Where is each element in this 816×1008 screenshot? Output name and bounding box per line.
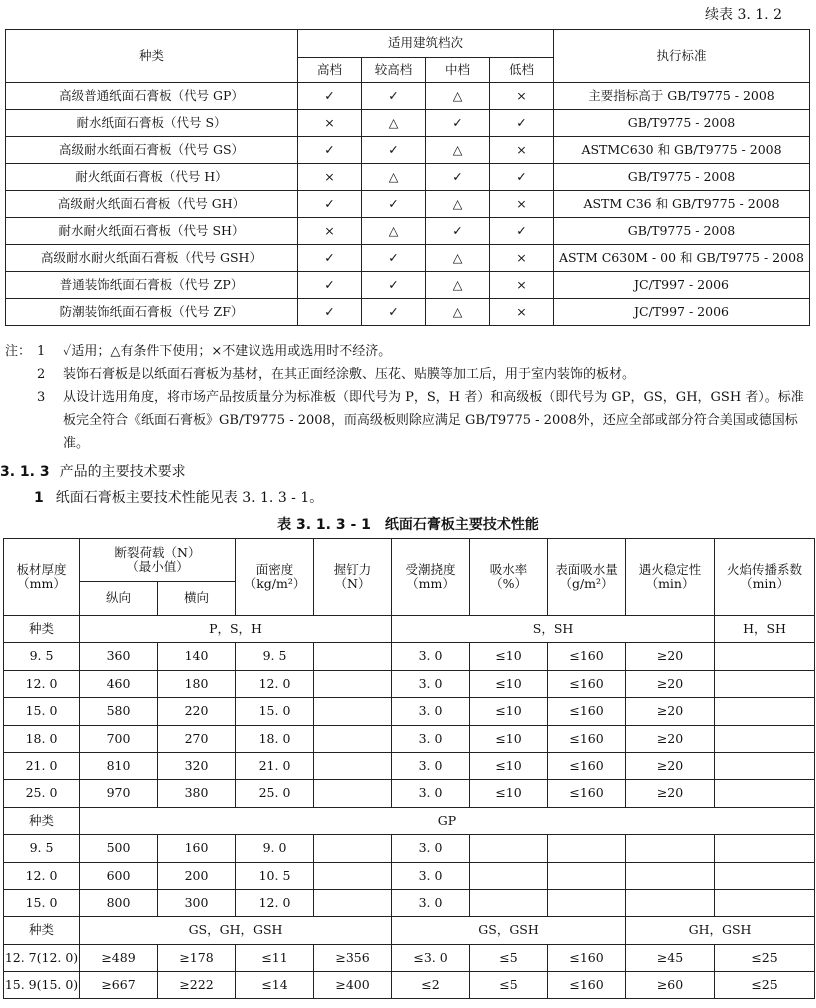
table-cell: 3. 0 xyxy=(392,752,470,779)
kind-codes: GS，GH，GSH xyxy=(80,917,392,944)
kind-codes: P，S，H xyxy=(80,616,392,643)
technical-properties-table xyxy=(3,538,815,999)
grade-mark: △ xyxy=(426,83,490,110)
kind-row xyxy=(4,616,815,643)
table-cell: 15. 0 xyxy=(4,698,80,725)
table-cell: 10. 5 xyxy=(236,862,314,889)
table-cell: ≤10 xyxy=(470,670,548,697)
table-cell xyxy=(314,698,392,725)
grade-mark: ✓ xyxy=(298,191,362,218)
table-cell: 970 xyxy=(80,780,158,807)
table-cell: ≥20 xyxy=(626,780,715,807)
grade-mark: × xyxy=(490,299,554,326)
table-cell: 21. 0 xyxy=(4,752,80,779)
table-cell xyxy=(715,698,815,725)
table-cell: ≤10 xyxy=(470,725,548,752)
table-cell: ≤10 xyxy=(470,643,548,670)
table-cell: 3. 0 xyxy=(392,780,470,807)
row-standard: GB/T9775 - 2008 xyxy=(554,164,810,191)
grade-mark: ✓ xyxy=(298,272,362,299)
table-cell: ≤10 xyxy=(470,780,548,807)
header-absorb: 吸水率 （%） xyxy=(470,539,548,616)
grade-mark: ✓ xyxy=(362,272,426,299)
grade-mark: ✓ xyxy=(426,218,490,245)
note-text: ✓适用；△有条件下使用；×不建议选用或选用时不经济。 xyxy=(63,344,392,359)
table-cell: ≥45 xyxy=(626,944,715,971)
grade-mark: △ xyxy=(426,137,490,164)
table-cell: ≤2 xyxy=(392,972,470,999)
table-cell: ≤25 xyxy=(715,972,815,999)
table-cell: 9. 5 xyxy=(4,835,80,862)
table-row xyxy=(6,245,810,272)
kind-row xyxy=(4,807,815,834)
note-label xyxy=(5,363,37,386)
table-cell: 3. 0 xyxy=(392,889,470,916)
table-cell: 12. 0 xyxy=(236,889,314,916)
note-number: 2 xyxy=(37,367,46,382)
table-cell: ≤14 xyxy=(236,972,314,999)
table-cell: ≥20 xyxy=(626,698,715,725)
section-heading xyxy=(0,461,186,481)
table-cell: ≥489 xyxy=(80,944,158,971)
note-item xyxy=(5,386,811,455)
table-cell: ≤160 xyxy=(548,780,626,807)
table-row xyxy=(6,191,810,218)
kind-label: 种类 xyxy=(4,807,80,834)
table-cell: ≤160 xyxy=(548,643,626,670)
row-kind: 防潮装饰纸面石膏板（代号 ZF） xyxy=(6,299,298,326)
kind-row xyxy=(4,917,815,944)
table-cell: 18. 0 xyxy=(236,725,314,752)
table-cell: 25. 0 xyxy=(236,780,314,807)
note-label: 注： xyxy=(5,344,32,359)
grade-mark: × xyxy=(490,245,554,272)
grade-mark: ✓ xyxy=(298,299,362,326)
table-cell: 220 xyxy=(158,698,236,725)
table-row xyxy=(6,110,810,137)
grade-mark: × xyxy=(298,110,362,137)
grade-mark: ✓ xyxy=(426,164,490,191)
table-cell: 3. 0 xyxy=(392,670,470,697)
table-cell xyxy=(715,752,815,779)
note-item xyxy=(5,363,811,386)
table-cell xyxy=(314,670,392,697)
kind-codes: GH，GSH xyxy=(626,917,815,944)
table-cell xyxy=(314,752,392,779)
row-kind: 高级普通纸面石膏板（代号 GP） xyxy=(6,83,298,110)
table-cell: 18. 0 xyxy=(4,725,80,752)
header-deflection: 受潮挠度 （mm） xyxy=(392,539,470,616)
table-cell: ≤5 xyxy=(470,972,548,999)
table-cell: ≥60 xyxy=(626,972,715,999)
table-cell: 3. 0 xyxy=(392,698,470,725)
header-level: 较高档 xyxy=(362,58,426,83)
table-cell: 500 xyxy=(80,835,158,862)
header-nail: 握钉力 （N） xyxy=(314,539,392,616)
row-kind: 普通装饰纸面石膏板（代号 ZP） xyxy=(6,272,298,299)
table-cell: 300 xyxy=(158,889,236,916)
row-kind: 耐火纸面石膏板（代号 H） xyxy=(6,164,298,191)
table-cell xyxy=(626,889,715,916)
table-cell xyxy=(314,725,392,752)
table-cell: 9. 5 xyxy=(4,643,80,670)
table-cell: ≤25 xyxy=(715,944,815,971)
table-cell xyxy=(715,670,815,697)
table-row xyxy=(6,218,810,245)
table-cell: 15. 9(15. 0) xyxy=(4,972,80,999)
grade-mark: △ xyxy=(426,245,490,272)
item-text: 纸面石膏板主要技术性能见表 3. 1. 3 - 1。 xyxy=(55,490,324,506)
grade-mark: ✓ xyxy=(490,218,554,245)
grade-mark: × xyxy=(490,83,554,110)
table-cell: ≤10 xyxy=(470,752,548,779)
row-standard: JC/T997 - 2006 xyxy=(554,299,810,326)
row-kind: 高级耐水纸面石膏板（代号 GS） xyxy=(6,137,298,164)
table-cell: ≤160 xyxy=(548,944,626,971)
table-cell: 15. 0 xyxy=(4,889,80,916)
grade-mark: ✓ xyxy=(362,245,426,272)
grade-mark: ✓ xyxy=(490,110,554,137)
table-row xyxy=(4,643,815,670)
table-cell: 140 xyxy=(158,643,236,670)
table-cell: 580 xyxy=(80,698,158,725)
header-surface: 表面吸水量 （g/m²） xyxy=(548,539,626,616)
table-cell: 810 xyxy=(80,752,158,779)
table-cell xyxy=(715,725,815,752)
table-cell: 360 xyxy=(80,643,158,670)
table-row xyxy=(4,835,815,862)
row-kind: 高级耐火纸面石膏板（代号 GH） xyxy=(6,191,298,218)
grade-mark: × xyxy=(490,272,554,299)
kind-codes: GP xyxy=(80,807,815,834)
table-cell: ≥222 xyxy=(158,972,236,999)
row-kind: 耐水纸面石膏板（代号 S） xyxy=(6,110,298,137)
table-cell xyxy=(548,862,626,889)
table-cell: 320 xyxy=(158,752,236,779)
table-cell: 460 xyxy=(80,670,158,697)
table-row xyxy=(4,725,815,752)
table-cell: ≥20 xyxy=(626,670,715,697)
table-cell: ≥20 xyxy=(626,725,715,752)
table-row xyxy=(6,272,810,299)
row-standard: ASTMC630 和 GB/T9775 - 2008 xyxy=(554,137,810,164)
header-flame: 火焰传播系数 （min） xyxy=(715,539,815,616)
row-standard: GB/T9775 - 2008 xyxy=(554,110,810,137)
table-cell xyxy=(314,862,392,889)
table-cell: ≥667 xyxy=(80,972,158,999)
table-cell: ≥356 xyxy=(314,944,392,971)
note-text: 装饰石膏板是以纸面石膏板为基材，在其正面经涂敷、压花、贴膜等加工后，用于室内装饰的板材。 xyxy=(63,367,636,382)
table-cell: ≥400 xyxy=(314,972,392,999)
table-cell: 600 xyxy=(80,862,158,889)
grade-mark: △ xyxy=(426,299,490,326)
table-cell: 180 xyxy=(158,670,236,697)
table-row xyxy=(6,164,810,191)
grade-mark: ✓ xyxy=(362,191,426,218)
note-number: 3 xyxy=(37,390,46,405)
header-load-long: 纵向 xyxy=(80,582,158,616)
kind-label: 种类 xyxy=(4,917,80,944)
table-cell: 25. 0 xyxy=(4,780,80,807)
grade-mark: △ xyxy=(362,110,426,137)
row-standard: JC/T997 - 2006 xyxy=(554,272,810,299)
row-standard: ASTM C36 和 GB/T9775 - 2008 xyxy=(554,191,810,218)
grade-mark: △ xyxy=(362,164,426,191)
item-number: 1 xyxy=(34,490,44,506)
table-row xyxy=(6,299,810,326)
note-item xyxy=(5,340,811,363)
table-cell xyxy=(314,835,392,862)
table-cell: ≤160 xyxy=(548,670,626,697)
table-cell xyxy=(715,835,815,862)
table-cell: ≥178 xyxy=(158,944,236,971)
header-load: 断裂荷载（N） （最小值） xyxy=(80,539,236,582)
table-cell: 12. 0 xyxy=(4,670,80,697)
grade-mark: △ xyxy=(362,218,426,245)
table-cell xyxy=(470,835,548,862)
table-cell: 12. 0 xyxy=(4,862,80,889)
table-cell xyxy=(548,835,626,862)
grade-mark: ✓ xyxy=(362,299,426,326)
table-cell: 12. 0 xyxy=(236,670,314,697)
table-cell xyxy=(715,780,815,807)
grade-mark: ✓ xyxy=(426,110,490,137)
grade-mark: ✓ xyxy=(362,137,426,164)
table-cell xyxy=(626,835,715,862)
header-grade-group: 适用建筑档次 xyxy=(298,30,554,58)
header-fire: 遇火稳定性 （min） xyxy=(626,539,715,616)
table-cell: 3. 0 xyxy=(392,725,470,752)
table-cell: 21. 0 xyxy=(236,752,314,779)
table-cell: ≤5 xyxy=(470,944,548,971)
table-cell xyxy=(715,862,815,889)
table-cell xyxy=(715,643,815,670)
grade-mark: × xyxy=(490,191,554,218)
table-cell: 12. 7(12. 0) xyxy=(4,944,80,971)
table-row xyxy=(4,862,815,889)
table-cell: ≤11 xyxy=(236,944,314,971)
item-line xyxy=(34,487,323,507)
grade-mark: △ xyxy=(426,272,490,299)
section-number: 3. 1. 3 xyxy=(0,464,50,480)
row-kind: 高级耐水耐火纸面石膏板（代号 GSH） xyxy=(6,245,298,272)
table-cell: 800 xyxy=(80,889,158,916)
table-cell: 3. 0 xyxy=(392,835,470,862)
table-cell xyxy=(715,889,815,916)
table-cell xyxy=(626,862,715,889)
table-cell: ≤3. 0 xyxy=(392,944,470,971)
table-cell xyxy=(470,862,548,889)
table-cell xyxy=(314,643,392,670)
kind-codes: H，SH xyxy=(715,616,815,643)
kind-codes: S，SH xyxy=(392,616,715,643)
header-level: 中档 xyxy=(426,58,490,83)
row-standard: GB/T9775 - 2008 xyxy=(554,218,810,245)
table-cell: ≤160 xyxy=(548,972,626,999)
table-cell: ≤160 xyxy=(548,725,626,752)
table-cell: ≤160 xyxy=(548,698,626,725)
table-cell: 15. 0 xyxy=(236,698,314,725)
table-row xyxy=(4,944,815,971)
note-label xyxy=(5,386,37,455)
table-row xyxy=(4,698,815,725)
continued-table-label: 续表 3. 1. 2 xyxy=(705,7,782,23)
grade-mark: ✓ xyxy=(362,83,426,110)
header-thickness: 板材厚度 （mm） xyxy=(4,539,80,616)
table-cell xyxy=(314,780,392,807)
table-row xyxy=(4,752,815,779)
grade-mark: ✓ xyxy=(298,137,362,164)
table2-title: 表 3. 1. 3 - 1 纸面石膏板主要技术性能 xyxy=(277,517,539,533)
notes xyxy=(5,340,811,455)
header-kind: 种类 xyxy=(6,30,298,83)
table-cell: 270 xyxy=(158,725,236,752)
table-cell: 3. 0 xyxy=(392,643,470,670)
row-kind: 耐水耐火纸面石膏板（代号 SH） xyxy=(6,218,298,245)
table-cell: 200 xyxy=(158,862,236,889)
table-cell: 700 xyxy=(80,725,158,752)
building-grade-table xyxy=(5,29,810,326)
header-standard: 执行标准 xyxy=(554,30,810,83)
grade-mark: ✓ xyxy=(298,83,362,110)
kind-codes: GS，GSH xyxy=(392,917,626,944)
header-level: 低档 xyxy=(490,58,554,83)
table-cell: ≤10 xyxy=(470,698,548,725)
table-cell: ≥20 xyxy=(626,752,715,779)
grade-mark: × xyxy=(298,218,362,245)
header-load-trans: 横向 xyxy=(158,582,236,616)
table-cell: 160 xyxy=(158,835,236,862)
row-standard: 主要指标高于 GB/T9775 - 2008 xyxy=(554,83,810,110)
table-cell: 3. 0 xyxy=(392,862,470,889)
table-cell: 9. 5 xyxy=(236,643,314,670)
section-title: 产品的主要技术要求 xyxy=(59,464,186,480)
row-standard: ASTM C630M - 00 和 GB/T9775 - 2008 xyxy=(554,245,810,272)
table-row xyxy=(4,972,815,999)
grade-mark: △ xyxy=(426,191,490,218)
header-density: 面密度 （kg/m²） xyxy=(236,539,314,616)
kind-label: 种类 xyxy=(4,616,80,643)
table-cell xyxy=(548,889,626,916)
header-level: 高档 xyxy=(298,58,362,83)
table-row xyxy=(6,83,810,110)
table-cell xyxy=(470,889,548,916)
table-cell xyxy=(314,889,392,916)
table-row xyxy=(4,670,815,697)
table-cell: ≤160 xyxy=(548,752,626,779)
table-row xyxy=(4,780,815,807)
table-row xyxy=(6,137,810,164)
note-number: 1 xyxy=(37,344,46,359)
note-text: 从设计选用角度，将市场产品按质量分为标准板（即代号为 P，S，H 者）和高级板（即代号为 GP，GS，GH，GSH 者）。标准板完全符合《纸面石膏板》GB/T9775 - 2008，而高级板则除应满足 GB/T9775 - 2008外，还应全部或部分符合美国或德国标准。 xyxy=(63,390,804,451)
table-cell: ≥20 xyxy=(626,643,715,670)
grade-mark: ✓ xyxy=(298,245,362,272)
grade-mark: × xyxy=(490,137,554,164)
grade-mark: × xyxy=(298,164,362,191)
grade-mark: ✓ xyxy=(490,164,554,191)
table-cell: 9. 0 xyxy=(236,835,314,862)
table-row xyxy=(4,889,815,916)
table-cell: 380 xyxy=(158,780,236,807)
